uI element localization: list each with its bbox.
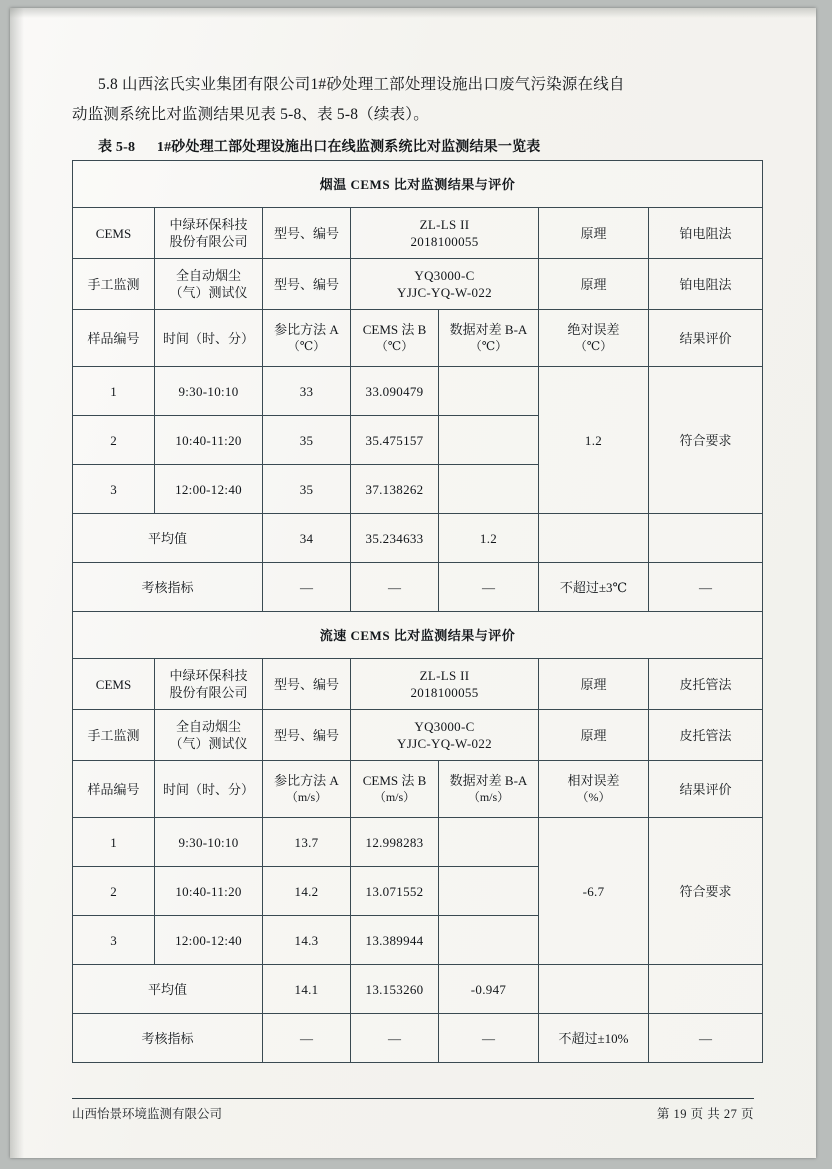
- manual-model-value-2: YQ3000-C YJJC-YQ-W-022: [351, 710, 539, 761]
- header-error-2: [539, 761, 649, 818]
- manual-label-1: 手工监测: [73, 259, 155, 310]
- criteria-cems-b-1: —: [351, 563, 439, 612]
- value-cems-b: 35.475157: [351, 416, 439, 465]
- error-value-1: 1.2: [539, 367, 649, 514]
- table-row: [73, 612, 763, 659]
- value-method-a: 14.3: [263, 916, 351, 965]
- header-cems-b-text-1: CEMS 法 B: [362, 322, 427, 337]
- cems-principle-label-2: 原理: [539, 659, 649, 710]
- evaluation-value-2: 符合要求: [649, 818, 763, 965]
- sample-time: 9:30-10:10: [155, 818, 263, 867]
- average-diff-2: -0.947: [439, 965, 539, 1014]
- table-row: [73, 965, 763, 1014]
- value-method-a: 13.7: [263, 818, 351, 867]
- manual-model-label-2: 型号、编号: [263, 710, 351, 761]
- cems-maker-2: 中绿环保科技 股份有限公司: [155, 659, 263, 710]
- header-diff-text-1: 数据对差 B-A: [449, 322, 528, 337]
- header-sample-no-1: 样品编号: [73, 310, 155, 367]
- sample-no: 2: [73, 416, 155, 465]
- table-caption-text: 1#砂处理工部处理设施出口在线监测系统比对监测结果一览表: [156, 140, 541, 155]
- header-error-unit-1: （℃）: [574, 339, 613, 353]
- value-cems-b: 13.071552: [351, 867, 439, 916]
- sample-time: 10:40-11:20: [155, 867, 263, 916]
- value-diff: [439, 818, 539, 867]
- table-row: [73, 259, 763, 310]
- criteria-method-a-2: —: [263, 1014, 351, 1063]
- value-method-a: 35: [263, 416, 351, 465]
- table-row: [73, 1014, 763, 1063]
- sample-no: 1: [73, 818, 155, 867]
- table-row: [73, 310, 763, 367]
- table-caption-number: 表 5-8: [98, 140, 136, 155]
- average-cems-b-2: 13.153260: [351, 965, 439, 1014]
- cems-model-label-2: 型号、编号: [263, 659, 351, 710]
- header-sample-no-2: 样品编号: [73, 761, 155, 818]
- manual-model-value-1: YQ3000-C YJJC-YQ-W-022: [351, 259, 539, 310]
- manual-principle-label-1: 原理: [539, 259, 649, 310]
- footer-company: 山西怡景环境监测有限公司: [72, 1107, 223, 1121]
- table-caption: [72, 136, 762, 156]
- header-diff-unit-1: （℃）: [469, 339, 508, 353]
- header-error-1: [539, 310, 649, 367]
- cems-principle-value-1: 铂电阻法: [649, 208, 763, 259]
- average-diff-1: 1.2: [439, 514, 539, 563]
- value-diff: [439, 416, 539, 465]
- value-diff: [439, 867, 539, 916]
- table-row: [73, 161, 763, 208]
- page-content: [72, 70, 762, 1063]
- value-cems-b: 33.090479: [351, 367, 439, 416]
- table-row: [73, 761, 763, 818]
- criteria-evaluation-1: —: [649, 563, 763, 612]
- table-row: [73, 367, 763, 416]
- header-error-unit-2: （%）: [576, 790, 611, 804]
- header-cems-b-unit-2: （m/s）: [373, 790, 416, 804]
- header-diff-1: [439, 310, 539, 367]
- header-time-1: 时间（时、分）: [155, 310, 263, 367]
- average-label-1: 平均值: [73, 514, 263, 563]
- table-row: [73, 563, 763, 612]
- average-error-2: [539, 965, 649, 1014]
- sample-no: 1: [73, 367, 155, 416]
- manual-label-2: 手工监测: [73, 710, 155, 761]
- manual-principle-label-2: 原理: [539, 710, 649, 761]
- header-method-a-2: [263, 761, 351, 818]
- cems-model-label-1: 型号、编号: [263, 208, 351, 259]
- cems-principle-value-2: 皮托管法: [649, 659, 763, 710]
- sample-time: 10:40-11:20: [155, 416, 263, 465]
- cems-label-2: CEMS: [73, 659, 155, 710]
- cems-label-1: CEMS: [73, 208, 155, 259]
- criteria-diff-2: —: [439, 1014, 539, 1063]
- average-error-1: [539, 514, 649, 563]
- value-cems-b: 13.389944: [351, 916, 439, 965]
- sample-time: 9:30-10:10: [155, 367, 263, 416]
- header-time-2: 时间（时、分）: [155, 761, 263, 818]
- header-method-a-unit-1: （℃）: [287, 339, 326, 353]
- value-method-a: 35: [263, 465, 351, 514]
- criteria-error-1: 不超过±3℃: [539, 563, 649, 612]
- average-cems-b-1: 35.234633: [351, 514, 439, 563]
- header-method-a-unit-2: （m/s）: [285, 790, 328, 804]
- sample-no: 2: [73, 867, 155, 916]
- table-row: [73, 659, 763, 710]
- intro-line-2: 动监测系统比对监测结果见表 5-8、表 5-8（续表）。: [72, 106, 429, 123]
- cems-principle-label-1: 原理: [539, 208, 649, 259]
- header-cems-b-unit-1: （℃）: [375, 339, 414, 353]
- manual-device-2: 全自动烟尘 （气）测试仪: [155, 710, 263, 761]
- header-cems-b-1: [351, 310, 439, 367]
- evaluation-value-1: 符合要求: [649, 367, 763, 514]
- header-cems-b-2: [351, 761, 439, 818]
- intro-paragraph: [72, 70, 762, 130]
- criteria-evaluation-2: —: [649, 1014, 763, 1063]
- sample-time: 12:00-12:40: [155, 465, 263, 514]
- table-row: [73, 208, 763, 259]
- average-label-2: 平均值: [73, 965, 263, 1014]
- header-method-a-text-1: 参比方法 A: [274, 322, 339, 337]
- average-method-a-2: 14.1: [263, 965, 351, 1014]
- scanned-page: [10, 8, 816, 1158]
- cems-maker-1: 中绿环保科技 股份有限公司: [155, 208, 263, 259]
- header-error-text-1: 绝对误差: [567, 322, 620, 337]
- header-evaluation-2: 结果评价: [649, 761, 763, 818]
- average-evaluation-2: [649, 965, 763, 1014]
- criteria-diff-1: —: [439, 563, 539, 612]
- value-method-a: 14.2: [263, 867, 351, 916]
- cems-model-value-1: ZL-LS II 2018100055: [351, 208, 539, 259]
- cems-model-value-2: ZL-LS II 2018100055: [351, 659, 539, 710]
- section-title-velocity: 流速 CEMS 比对监测结果与评价: [73, 612, 763, 659]
- header-method-a-1: [263, 310, 351, 367]
- average-method-a-1: 34: [263, 514, 351, 563]
- criteria-error-2: 不超过±10%: [539, 1014, 649, 1063]
- manual-device-1: 全自动烟尘 （气）测试仪: [155, 259, 263, 310]
- header-diff-2: [439, 761, 539, 818]
- criteria-label-1: 考核指标: [73, 563, 263, 612]
- criteria-method-a-1: —: [263, 563, 351, 612]
- intro-line-1: 5.8 山西泫氏实业集团有限公司1#砂处理工部处理设施出口废气污染源在线自: [98, 76, 625, 93]
- error-value-2: -6.7: [539, 818, 649, 965]
- criteria-label-2: 考核指标: [73, 1014, 263, 1063]
- header-diff-text-2: 数据对差 B-A: [449, 773, 528, 788]
- sample-no: 3: [73, 465, 155, 514]
- value-cems-b: 12.998283: [351, 818, 439, 867]
- manual-principle-value-1: 铂电阻法: [649, 259, 763, 310]
- criteria-cems-b-2: —: [351, 1014, 439, 1063]
- table-row: [73, 514, 763, 563]
- value-cems-b: 37.138262: [351, 465, 439, 514]
- sample-time: 12:00-12:40: [155, 916, 263, 965]
- average-evaluation-1: [649, 514, 763, 563]
- header-cems-b-text-2: CEMS 法 B: [362, 773, 427, 788]
- manual-model-label-1: 型号、编号: [263, 259, 351, 310]
- header-method-a-text-2: 参比方法 A: [274, 773, 339, 788]
- value-diff: [439, 465, 539, 514]
- comparison-results-table: [72, 160, 763, 1063]
- header-error-text-2: 相对误差: [567, 773, 620, 788]
- manual-principle-value-2: 皮托管法: [649, 710, 763, 761]
- table-row: [73, 818, 763, 867]
- page-footer: [72, 1098, 754, 1122]
- value-method-a: 33: [263, 367, 351, 416]
- sample-no: 3: [73, 916, 155, 965]
- section-title-smoke-temp: 烟温 CEMS 比对监测结果与评价: [73, 161, 763, 208]
- header-evaluation-1: 结果评价: [649, 310, 763, 367]
- header-diff-unit-2: （m/s）: [467, 790, 510, 804]
- footer-page-number: 第 19 页 共 27 页: [656, 1107, 754, 1121]
- table-row: [73, 710, 763, 761]
- value-diff: [439, 916, 539, 965]
- value-diff: [439, 367, 539, 416]
